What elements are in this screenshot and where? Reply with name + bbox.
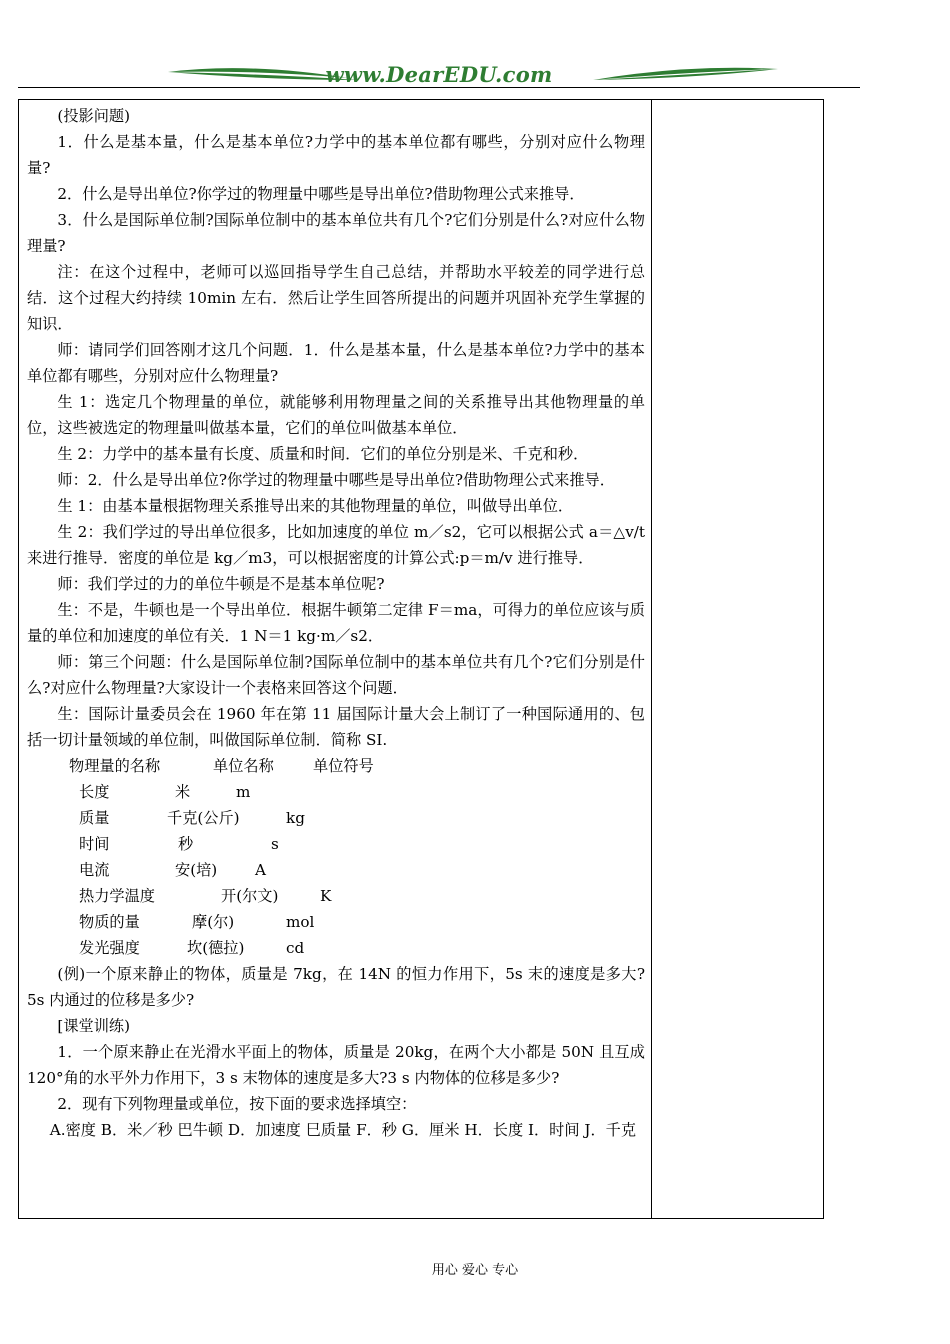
unit-symbol-cell: A (255, 861, 266, 879)
quantity-cell: 时间 (79, 835, 110, 853)
paragraph: 生 2：我们学过的导出单位很多，比如加速度的单位 m／s2，它可以根据公式 a＝△v/t 来进行推导．密度的单位是 kg／m3，可以根据密度的计算公式:p＝m/v 进行推导． (27, 523, 645, 567)
paragraph: 注：在这个过程中，老师可以巡回指导学生自己总结，并帮助水平较差的同学进行总结．这个过程大约持续 10min 左右．然后让学生回答所提出的问题并巩固补充学生掌握的知识． (27, 263, 645, 333)
header-cell: 单位名称 (213, 757, 274, 775)
paragraph: 生 1：选定几个物理量的单位，就能够利用物理量之间的关系推导出其他物理量的单位，这些被选定的物理量叫做基本量，它们的单位叫做基本单位． (27, 393, 645, 437)
si-table-row (27, 857, 645, 883)
si-table-row (27, 935, 645, 961)
unit-symbol-cell: kg (286, 809, 305, 827)
paragraph: 师：我们学过的力的单位牛顿是不是基本单位呢? (57, 575, 385, 593)
paragraph: 1．什么是基本量，什么是基本单位?力学中的基本单位都有哪些，分别对应什么物理量? (27, 133, 645, 177)
paragraph: (投影问题) (57, 107, 130, 125)
si-table-row (27, 831, 645, 857)
header-cell: 物理量的名称 (69, 757, 161, 775)
unit-name-cell: 安(培) (175, 861, 218, 879)
site-url: www.DearEDU.com (325, 62, 553, 87)
paragraph: 2．什么是导出单位?你学过的物理量中哪些是导出单位?借助物理公式来推导． (57, 185, 585, 203)
quantity-cell: 发光强度 (79, 939, 140, 957)
quantity-cell: 物质的量 (79, 913, 140, 931)
unit-name-cell: 坎(德拉) (187, 939, 245, 957)
si-table-header (27, 753, 645, 779)
exercise-paragraph: 1．一个原来静止在光滑水平面上的物体，质量是 20kg，在两个大小都是 50N 且互成 120°角的水平外力作用下，3 s 末物体的速度是多大?3 s 内物体的位移是多少? (27, 1043, 645, 1087)
paragraph: 师：2．什么是导出单位?你学过的物理量中哪些是导出单位?借助物理公式来推导． (57, 471, 615, 489)
unit-symbol-cell: m (236, 783, 251, 801)
quantity-cell: 长度 (79, 783, 110, 801)
quantity-cell: 质量 (79, 809, 110, 827)
si-table-row (27, 805, 645, 831)
paragraph: 生 2：力学中的基本量有长度、质量和时间．它们的单位分别是米、千克和秒． (57, 445, 589, 463)
section-heading: [课堂训练) (57, 1017, 130, 1035)
lesson-content-cell (27, 103, 645, 1143)
unit-name-cell: 秒 (178, 835, 194, 853)
exercise-paragraph: 2．现有下列物理量或单位，按下面的要求选择填空： (57, 1095, 417, 1113)
unit-symbol-cell: mol (286, 913, 315, 931)
column-divider (651, 100, 652, 1218)
si-units-table (27, 753, 645, 961)
page-footer: 用心 爱心 专心 (431, 1263, 519, 1278)
paragraph: 3．什么是国际单位制?国际单位制中的基本单位共有几个?它们分别是什么?对应什么物理量? (27, 211, 645, 255)
unit-symbol-cell: K (320, 887, 332, 905)
unit-symbol-cell: cd (286, 939, 305, 957)
si-table-row (27, 883, 645, 909)
paragraph: 师：第三个问题：什么是国际单位制?国际单位制中的基本单位共有几个?它们分别是什么?对应什么物理量?大家设计一个表格来回答这个问题． (27, 653, 645, 697)
unit-name-cell: 米 (175, 783, 191, 801)
paragraph: 生：不是，牛顿也是一个导出单位．根据牛顿第二定律 F＝ma，可得力的单位应该与质量的单位和加速度的单位有关．1 N＝1 kg·m／s2． (27, 601, 645, 645)
unit-symbol-cell: s (271, 835, 279, 853)
quantity-cell: 电流 (79, 861, 110, 879)
choice-list: A.密度 B．米／秒 巴牛顿 D．加速度 巳质量 F．秒 G．厘米 H．长度 I．时间 J．千克 (49, 1121, 637, 1139)
quantity-cell: 热力学温度 (79, 887, 155, 905)
header-rule (18, 87, 860, 88)
unit-name-cell: 摩(尔) (192, 913, 235, 931)
si-table-row (27, 779, 645, 805)
lesson-table (18, 99, 824, 1219)
si-table-row (27, 909, 645, 935)
paragraph: 师：请同学们回答刚才这几个问题．1．什么是基本量，什么是基本单位?力学中的基本单位都有哪些，分别对应什么物理量? (27, 341, 645, 385)
unit-name-cell: 千克(公斤) (167, 809, 240, 827)
page-header (18, 60, 860, 90)
paragraph: 生 1：由基本量根据物理关系推导出来的其他物理量的单位，叫做导出单位． (57, 497, 574, 515)
header-cell: 单位符号 (313, 757, 374, 775)
paragraph: 生：国际计量委员会在 1960 年在第 11 届国际计量大会上制订了一种国际通用的、包括一切计量领域的单位制，叫做国际单位制．简称 SI. (27, 705, 645, 749)
unit-name-cell: 开(尔文) (221, 887, 279, 905)
example-paragraph: (例)一个原来静止的物体，质量是 7kg，在 14N 的恒力作用下，5s 末的速度是多大?5s 内通过的位移是多少? (27, 965, 645, 1009)
